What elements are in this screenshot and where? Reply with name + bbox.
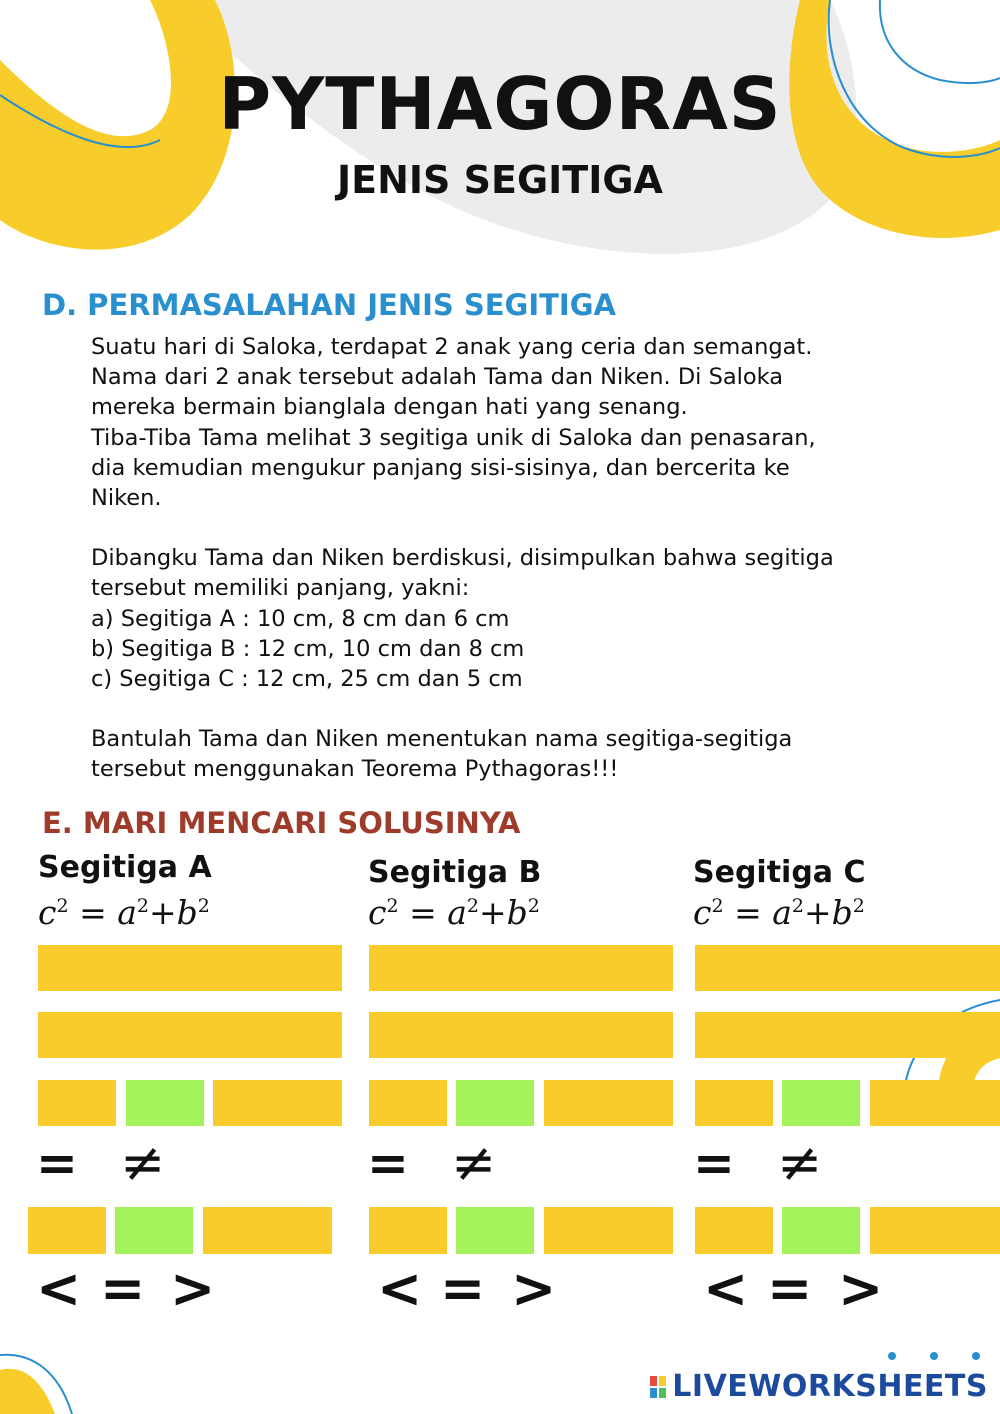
answer-input-b-3-left[interactable] <box>369 1080 447 1126</box>
answer-input-c-3-right[interactable] <box>870 1080 1000 1126</box>
liveworksheets-logo-icon <box>650 1376 666 1398</box>
equal-symbol-b-2: = <box>440 1257 486 1320</box>
section-e-heading: E. MARI MENCARI SOLUSINYA <box>42 806 521 840</box>
story-line: Suatu hari di Saloka, terdapat 2 anak yang ceria dan semangat. <box>91 334 813 360</box>
column-title-c: Segitiga C <box>693 855 866 890</box>
not-equal-symbol-b: ≠ <box>451 1131 497 1194</box>
greater-symbol-c: > <box>838 1257 884 1320</box>
answer-input-c-4-left[interactable] <box>695 1207 773 1254</box>
answer-input-a-2[interactable] <box>38 1012 342 1058</box>
less-symbol-c: < <box>703 1257 749 1320</box>
story-line: Tiba-Tiba Tama melihat 3 segitiga unik di Saloka dan penasaran, <box>91 424 816 451</box>
story-line: a) Segitiga A : 10 cm, 8 cm dan 6 cm <box>91 605 510 632</box>
answer-input-a-3-left[interactable] <box>38 1080 116 1126</box>
greater-symbol-a: > <box>170 1257 216 1320</box>
not-equal-symbol-c: ≠ <box>777 1131 823 1194</box>
answer-input-b-3-operator[interactable] <box>456 1080 534 1126</box>
answer-input-b-1[interactable] <box>369 945 673 991</box>
answer-input-a-1[interactable] <box>38 945 342 991</box>
answer-input-b-2[interactable] <box>369 1012 673 1058</box>
formula-b: $c^2 = a^2+b^2$ <box>368 893 540 932</box>
equal-symbol-c: = <box>693 1134 735 1192</box>
answer-input-b-3-right[interactable] <box>544 1080 673 1126</box>
story-line: Dibangku Tama dan Niken berdiskusi, disimpulkan bahwa segitiga <box>91 545 834 572</box>
answer-input-c-2[interactable] <box>695 1012 1000 1058</box>
story-line: Nama dari 2 anak tersebut adalah Tama dan Niken. Di Saloka <box>91 364 784 391</box>
story-line: c) Segitiga C : 12 cm, 25 cm dan 5 cm <box>91 666 523 693</box>
answer-input-c-4-right[interactable] <box>870 1207 1000 1254</box>
page-subtitle: JENIS SEGITIGA <box>337 158 663 202</box>
equal-symbol-c-2: = <box>767 1257 813 1320</box>
answer-input-a-3-operator[interactable] <box>126 1080 204 1126</box>
story-line: Bantulah Tama dan Niken menentukan nama segitiga-segitiga <box>91 726 793 753</box>
story-line: tersebut menggunakan Teorema Pythagoras!!! <box>91 756 619 783</box>
answer-input-c-1[interactable] <box>695 945 1000 991</box>
answer-input-b-4-right[interactable] <box>544 1207 673 1254</box>
greater-symbol-b: > <box>511 1257 557 1320</box>
equal-symbol-a-2: = <box>100 1257 146 1320</box>
story-line: b) Segitiga B : 12 cm, 10 cm dan 8 cm <box>91 635 525 662</box>
story-line: tersebut memiliki panjang, yakni: <box>91 575 470 602</box>
less-symbol-a: < <box>36 1257 82 1320</box>
equal-symbol-b: = <box>367 1134 409 1192</box>
answer-input-a-4-right[interactable] <box>203 1207 332 1254</box>
story-line: dia kemudian mengukur panjang sisi-sisinya, dan bercerita ke <box>91 454 790 481</box>
equal-symbol-a: = <box>36 1134 78 1192</box>
less-symbol-b: < <box>377 1257 423 1320</box>
answer-input-a-4-operator[interactable] <box>115 1207 193 1254</box>
not-equal-symbol-a: ≠ <box>120 1131 166 1194</box>
liveworksheets-logo <box>650 1369 988 1404</box>
problem-story <box>91 332 991 785</box>
answer-input-a-3-right[interactable] <box>213 1080 342 1126</box>
story-line: Niken. <box>91 485 162 512</box>
column-title-a: Segitiga A <box>38 850 212 885</box>
answer-input-b-4-operator[interactable] <box>456 1207 534 1254</box>
liveworksheets-logo-text: LIVEWORKSHEETS <box>672 1369 988 1404</box>
answer-input-c-4-operator[interactable] <box>782 1207 860 1254</box>
answer-input-a-4-left[interactable] <box>28 1207 106 1254</box>
page-title: PYTHAGORAS <box>218 62 782 146</box>
answer-input-c-3-operator[interactable] <box>782 1080 860 1126</box>
formula-a: $c^2 = a^2+b^2$ <box>38 893 210 932</box>
formula-c: $c^2 = a^2+b^2$ <box>693 893 865 932</box>
section-d-heading: D. PERMASALAHAN JENIS SEGITIGA <box>42 288 616 322</box>
answer-input-c-3-left[interactable] <box>695 1080 773 1126</box>
column-title-b: Segitiga B <box>368 855 542 890</box>
answer-input-b-4-left[interactable] <box>369 1207 447 1254</box>
story-line: mereka bermain bianglala dengan hati yang senang. <box>91 394 688 421</box>
